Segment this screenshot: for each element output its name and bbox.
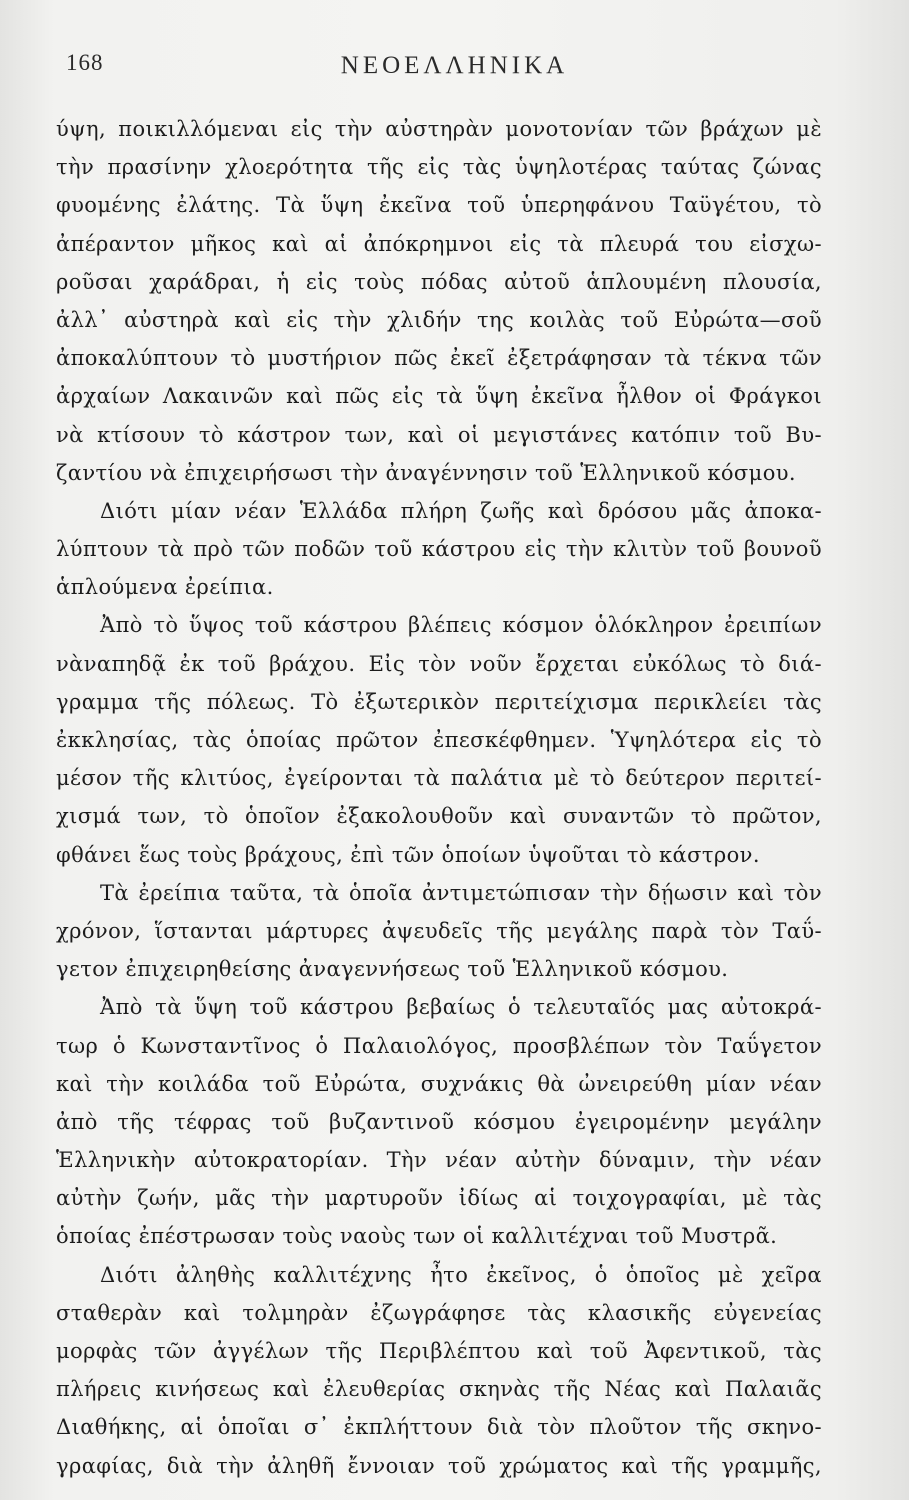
page-header: [0, 40, 909, 90]
text-line: φθάνει ἕως τοὺς βράχους, ἐπὶ τῶν ὁποίων ὑψοῦται τὸ κάστρον.: [56, 842, 760, 867]
text-line: ὁποίας ἐπέστρωσαν τοὺς ναοὺς των οἱ καλλιτέχναι τοῦ Μυστρᾶ.: [56, 1224, 778, 1249]
text-line: αὐτὴν ζωήν, μᾶς τὴν μαρτυροῦν ἰδίως αἱ τοιχογραφίαι, μὲ τὰς: [56, 1186, 822, 1211]
text-line: λύπτουν τὰ πρὸ τῶν ποδῶν τοῦ κάστρου εἰς τὴν κλιτὺν τοῦ βουνοῦ: [56, 537, 822, 562]
text-line: νὰναπηδᾷ ἐκ τοῦ βράχου. Εἰς τὸν νοῦν ἔρχεται εὐκόλως τὸ διά-: [56, 651, 822, 676]
text-line: ἐκκλησίας, τὰς ὁποίας πρῶτον ἐπεσκέφθημεν. Ὑψηλότερα εἰς τὸ: [56, 728, 822, 752]
text-line: φυομένης ἐλάτης. Τὰ ὕψη ἐκεῖνα τοῦ ὑπερηφάνου Ταϋγέτου, τὸ: [56, 193, 822, 218]
text-line: πλήρεις κινήσεως καὶ ἐλευθερίας σκηνὰς τῆς Νέας καὶ Παλαιᾶς: [56, 1377, 822, 1402]
text-line: ἀλλ᾽ αὐστηρὰ καὶ εἰς τὴν χλιδήν της κοιλὰς τοῦ Εὐρώτα—σοῦ: [56, 307, 822, 332]
page-number: 168: [66, 50, 104, 75]
text-line: ζαντίου νὰ ἐπιχειρήσωσι τὴν ἀναγέννησιν τοῦ Ἑλληνικοῦ κόσμου.: [56, 460, 796, 485]
body-text: [56, 110, 822, 1485]
text-line: ἀπέραντον μῆκος καὶ αἱ ἀπόκρημνοι εἰς τὰ πλευρά του εἰσχω-: [56, 231, 822, 256]
text-line: τὴν πρασίνην χλοερότητα τῆς εἰς τὰς ὑψηλοτέρας ταύτας ζώνας: [56, 155, 822, 180]
text-line: σταθερὰν καὶ τολμηρὰν ἐζωγράφησε τὰς κλασικῆς εὐγενείας: [56, 1300, 822, 1325]
text-line: χρόνον, ἵστανται μάρτυρες ἀψευδεῖς τῆς μεγάλης παρὰ τὸν Ταΰ-: [56, 918, 822, 943]
text-line: καὶ τὴν κοιλάδα τοῦ Εὐρώτα, συχνάκις θὰ ὠνειρεύθη μίαν νέαν: [56, 1071, 822, 1096]
running-head: ΝΕΟΕΛΛΗΝΙΚΑ: [340, 52, 569, 79]
paragraph-start-line: Ἀπὸ τὸ ὕψος τοῦ κάστρου βλέπεις κόσμον ὁλόκληρον ἐρειπίων: [100, 613, 822, 638]
text-line: χισμά των, τὸ ὁποῖον ἐξακολουθοῦν καὶ συναντῶν τὸ πρῶτον,: [56, 804, 822, 829]
paragraph-start-line: Ἀπὸ τὰ ὕψη τοῦ κάστρου βεβαίως ὁ τελευταῖός μας αὐτοκρά-: [100, 995, 822, 1020]
text-line: ἀπὸ τῆς τέφρας τοῦ βυζαντινοῦ κόσμου ἐγειρομένην μεγάλην: [56, 1109, 822, 1134]
text-line: ύψη, ποικιλλόμεναι εἰς τὴν αὐστηρὰν μονοτονίαν τῶν βράχων μὲ: [56, 117, 822, 141]
text-line: νὰ κτίσουν τὸ κάστρον των, καὶ οἱ μεγιστάνες κατόπιν τοῦ Βυ-: [56, 422, 822, 447]
paragraph-start-line: Διότι μίαν νέαν Ἑλλάδα πλήρη ζωῆς καὶ δρόσου μᾶς ἀποκα-: [100, 498, 822, 523]
text-line: γετον ἐπιχειρηθείσης ἀναγεννήσεως τοῦ Ἑλληνικοῦ κόσμου.: [56, 957, 729, 982]
text-line: μέσον τῆς κλιτύος, ἐγείρονται τὰ παλάτια μὲ τὸ δεύτερον περιτεί-: [56, 766, 822, 791]
text-line: γραφίας, διὰ τὴν ἀληθῆ ἔννοιαν τοῦ χρώματος καὶ τῆς γραμμῆς,: [56, 1453, 822, 1478]
text-line: ἁπλούμενα ἐρείπια.: [56, 575, 274, 600]
paragraph-start-line: Τὰ ἐρείπια ταῦτα, τὰ ὁποῖα ἀντιμετώπισαν τὴν δῄωσιν καὶ τὸν: [100, 880, 822, 905]
text-line: Διαθήκης, αἱ ὁποῖαι σ᾽ ἐκπλήττουν διὰ τὸν πλοῦτον τῆς σκηνο-: [56, 1415, 822, 1440]
text-line: ροῦσαι χαράδραι, ἡ εἰς τοὺς πόδας αὐτοῦ ἁπλουμένη πλουσία,: [56, 269, 822, 294]
text-line: Ἑλληνικὴν αὐτοκρατορίαν. Τὴν νέαν αὐτὴν δύναμιν, τὴν νέαν: [56, 1148, 822, 1173]
paragraph-start-line: Διότι ἀληθὴς καλλιτέχνης ἦτο ἐκεῖνος, ὁ ὁποῖος μὲ χεῖρα: [100, 1262, 822, 1287]
text-line: ἀποκαλύπτουν τὸ μυστήριον πῶς ἐκεῖ ἐξετράφησαν τὰ τέκνα τῶν: [56, 346, 822, 371]
text-line: γραμμα τῆς πόλεως. Τὸ ἐξωτερικὸν περιτείχισμα περικλείει τὰς: [56, 689, 822, 714]
text-line: ἀρχαίων Λακαινῶν καὶ πῶς εἰς τὰ ὕψη ἐκεῖνα ἦλθον οἱ Φράγκοι: [56, 384, 822, 409]
text-line: μορφὰς τῶν ἀγγέλων τῆς Περιβλέπτου καὶ τοῦ Ἀφεντικοῦ, τὰς: [56, 1339, 822, 1363]
text-line: τωρ ὁ Κωνσταντῖνος ὁ Παλαιολόγος, προσβλέπων τὸν Ταΰγετον: [56, 1033, 822, 1058]
